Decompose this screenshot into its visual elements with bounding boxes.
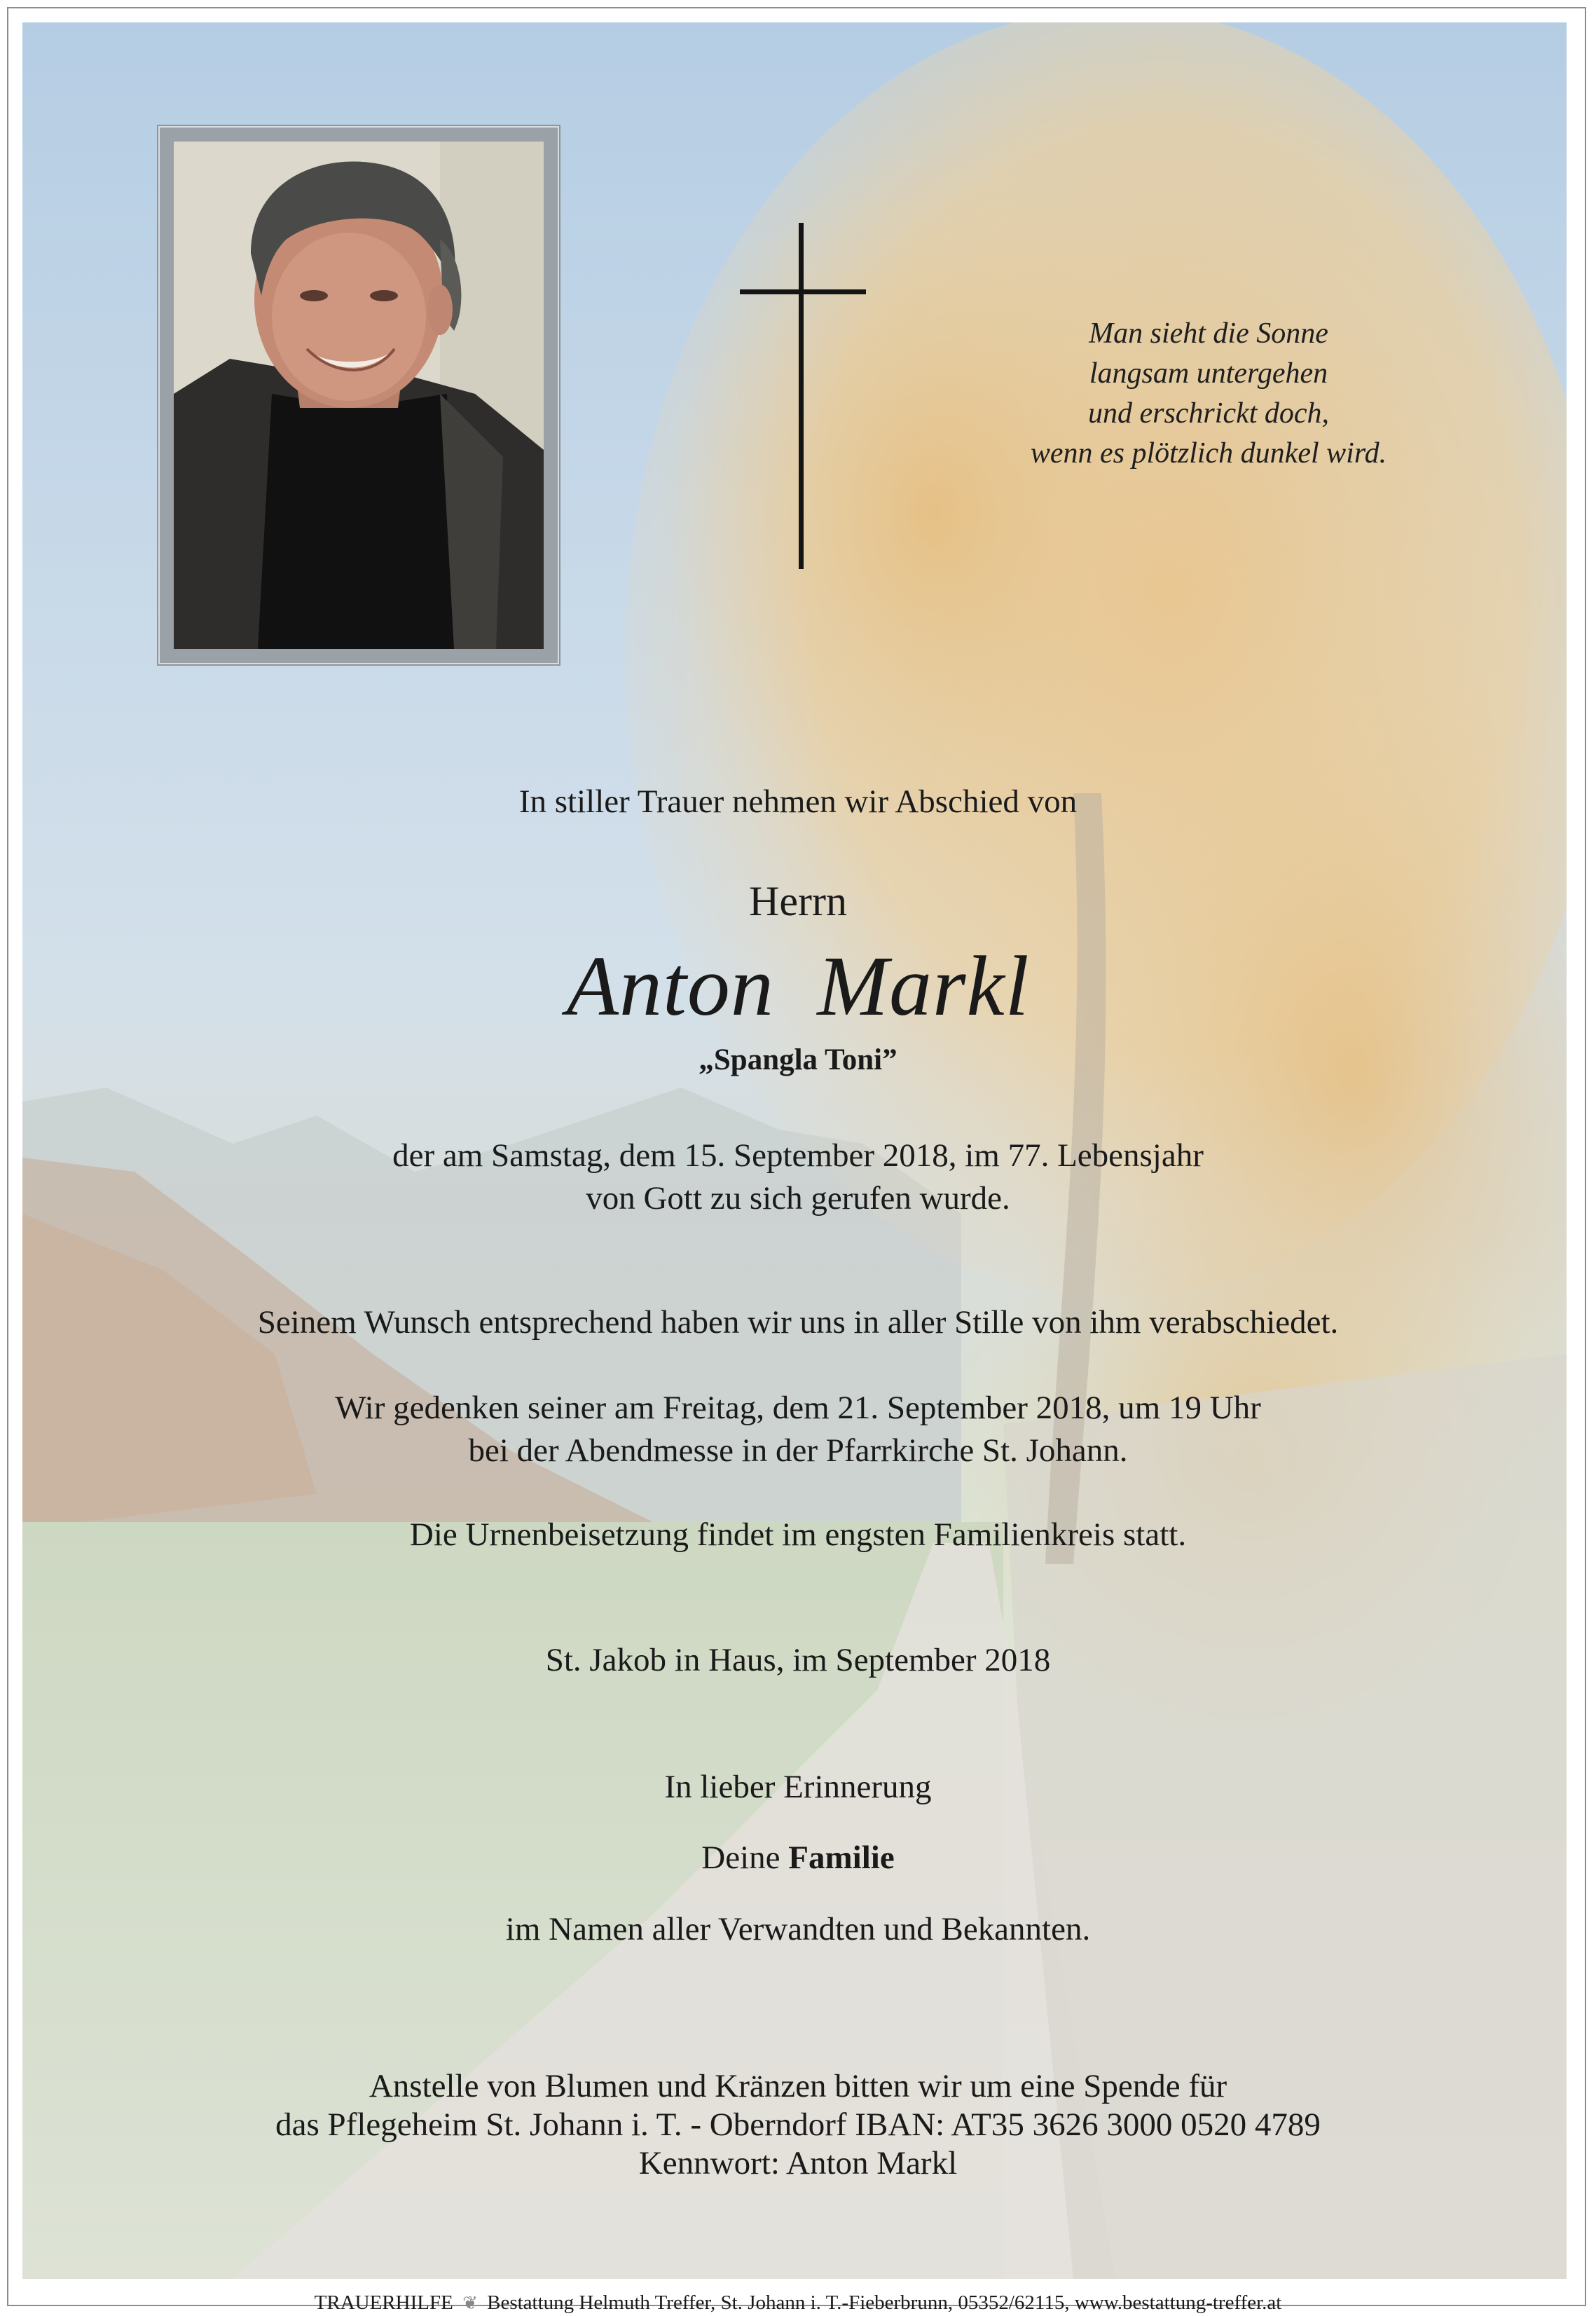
quote-line: langsam untergehen [1089, 357, 1328, 390]
nickname: „Spangla Toni” [699, 1043, 897, 1076]
salutation: Herrn [749, 878, 847, 924]
quote-block [974, 314, 1443, 474]
quote-line: Man sieht die Sonne [1089, 317, 1328, 350]
cross-vertical-bar [799, 223, 804, 569]
quote-line: wenn es plötzlich dunkel wird. [1030, 437, 1387, 470]
footer-contact: Bestattung Helmuth Treffer, St. Johann i. T.-Fieberbrunn, 05352/62115, www.bestattung-treffer.at [487, 2291, 1282, 2314]
closing-signature [0, 1839, 1596, 1877]
closing-deine: Deine [701, 1839, 780, 1876]
death-line-1: der am Samstag, dem 15. September 2018, im 77. Lebensjahr [392, 1137, 1204, 1174]
cross-horizontal-bar [740, 289, 866, 294]
death-line-2: von Gott zu sich gerufen wurde. [586, 1180, 1010, 1217]
footer [0, 2291, 1596, 2315]
donation-line-1: Anstelle von Blumen und Kränzen bitten wir um eine Spende für [369, 2068, 1227, 2104]
closing-line-1: In lieber Erinnerung [664, 1769, 932, 1805]
portrait-illustration [174, 142, 544, 649]
farewell-text: Seinem Wunsch entsprechend haben wir uns in aller Stille von ihm verabschiedet. [257, 1304, 1339, 1341]
cross-icon [740, 223, 866, 569]
footer-brand: TRAUERHILFE [314, 2291, 453, 2314]
memorial-line-1: Wir gedenken seiner am Freitag, dem 21. September 2018, um 19 Uhr [335, 1390, 1261, 1426]
place-date: St. Jakob in Haus, im September 2018 [545, 1642, 1051, 1678]
donation-line-3: Kennwort: Anton Markl [638, 2145, 958, 2181]
intro-text: In stiller Trauer nehmen wir Abschied von [518, 783, 1078, 820]
donation-line-2: das Pflegeheim St. Johann i. T. - Oberndorf IBAN: AT35 3626 3000 0520 4789 [275, 2106, 1321, 2143]
closing-line-3: im Namen aller Verwandten und Bekannten. [505, 1911, 1091, 1947]
portrait-frame [158, 126, 559, 664]
flower-icon: ❦ [462, 2293, 478, 2313]
deceased-name: Anton Markl [566, 939, 1030, 1034]
closing-familie: Familie [788, 1839, 895, 1876]
memorial-line-2: bei der Abendmesse in der Pfarrkirche St. Johann. [468, 1432, 1128, 1469]
urn-text: Die Urnenbeisetzung findet im engsten Familienkreis statt. [409, 1516, 1187, 1553]
quote-line: und erschrickt doch, [1087, 397, 1330, 430]
portrait-photo [174, 142, 544, 649]
